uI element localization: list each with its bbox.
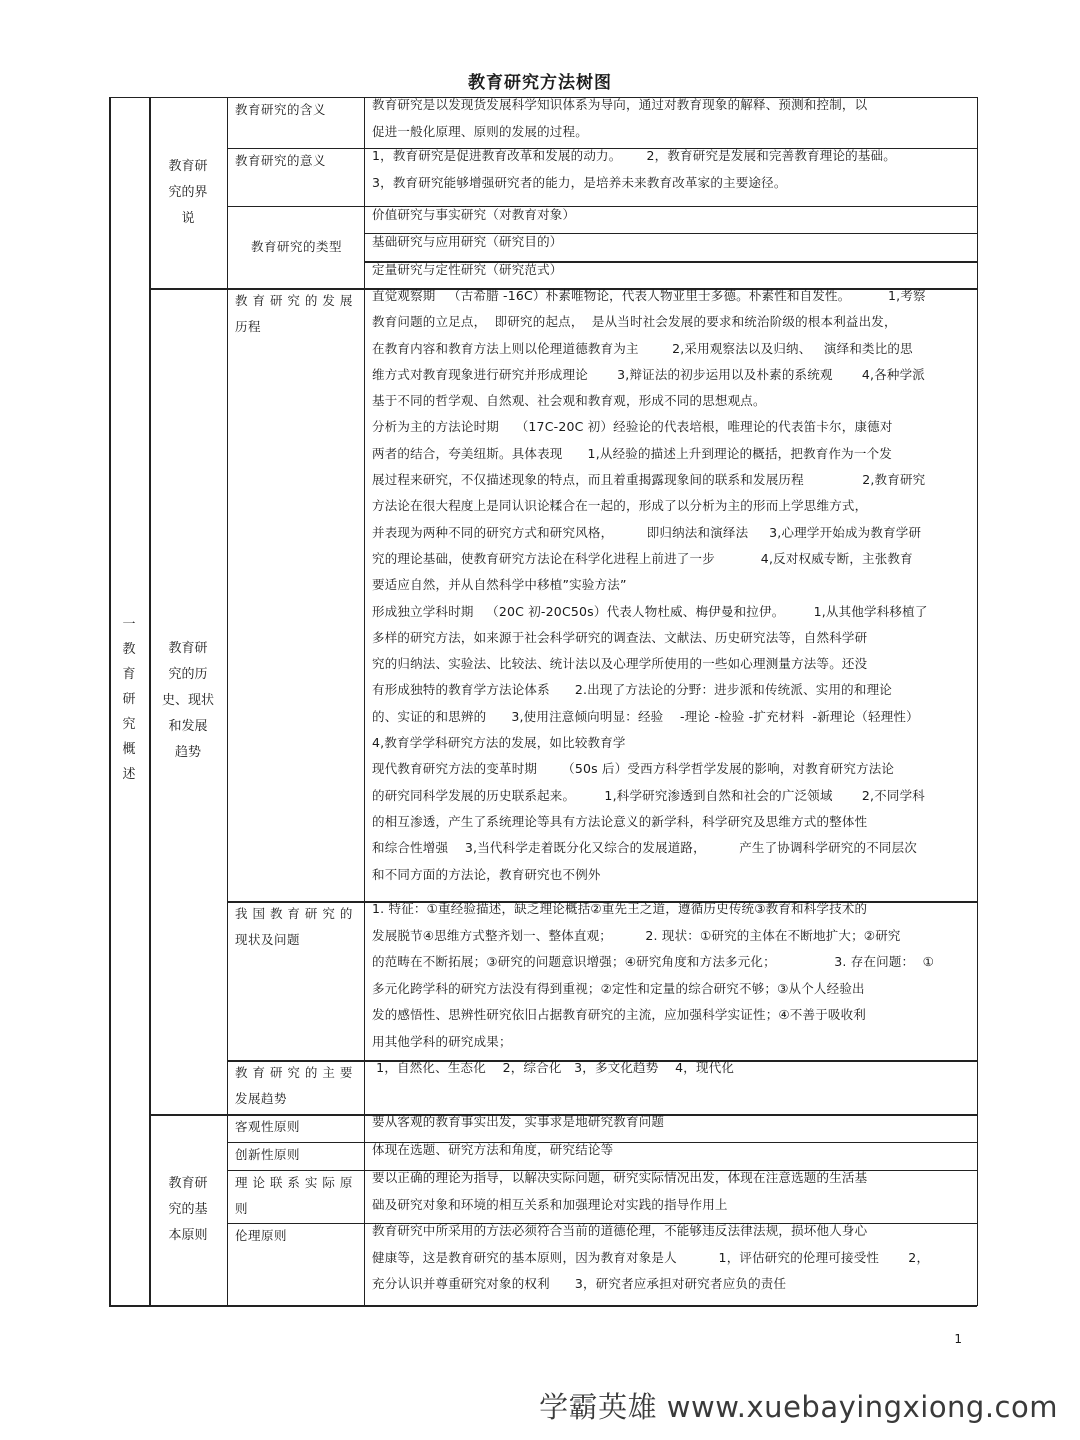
page-title: 教育研究方法树图 (468, 73, 612, 93)
row-content (372, 143, 896, 196)
type-item: 价值研究与事实研究（对教育对象） (372, 207, 576, 222)
content-line: 和不同方面的方法论，教育研究也不例外 (372, 866, 601, 882)
row-label: 创新性原则 (235, 1147, 301, 1162)
content-line: 并表现为两种不同的研究方式和研究风格， 即归纳法和演绎法 3,心理学开始成为教育学研 (372, 524, 922, 540)
row-content (372, 1137, 613, 1164)
type-item: 基础研究与应用研究（研究目的） (372, 234, 563, 249)
content-line: 有形成独特的教育学方法论体系 2.出现了方法论的分野：进步派和传统派、实用的和理论 (372, 682, 892, 698)
content-line: 的研究同科学发展的历史联系起来。 1,科学研究渗透到自然和社会的广泛领域 2,不同学科 (372, 787, 925, 803)
section-label: 一 教 育 研 究 概 述 (122, 617, 136, 782)
row-label: 教 育 研 究 的 发 展 历程 (235, 293, 353, 334)
row-divider (227, 206, 977, 207)
row-content (372, 896, 934, 1055)
col3-border (364, 97, 365, 1306)
content-line: 多元化跨学科的研究方法没有得到重视；②定性和定量的综合研究不够；③从个人经验出 (372, 980, 865, 996)
content-line: 充分认识并尊重研究对象的权利 3，研究者应承担对研究者应负的责任 (372, 1276, 787, 1291)
content-line: 教育问题的立足点， 即研究的起点， 是从当时社会发展的要求和统治阶级的根本利益出发， (372, 314, 897, 330)
row-content (372, 283, 928, 888)
group-label: 教育研 究的界 说 (168, 159, 208, 226)
content-line: 维方式对教育现象进行研究并形成理论 3,辩证法的初步运用以及朴素的系统观 4,各种学派 (372, 366, 925, 382)
row-label: 教 育 研 究 的 主 要 发展趋势 (235, 1065, 353, 1106)
content-line: 教育研究是以发现货发展科学知识体系为导向，通过对教育现象的解释、预测和控制，以 (372, 97, 868, 112)
row-content (372, 1218, 929, 1298)
content-line: 1. 特征：①重经验描述，缺乏理论概括②重先王之道，遵循历史传统③教育和科学技术的 (372, 901, 868, 916)
content-line: 础及研究对象和环境的相互关系和加强理论对实践的指导作用上 (372, 1196, 728, 1212)
row-content (372, 1055, 734, 1082)
content-line: 要从客观的教育事实出发，实事求是地研究教育问题 (372, 1114, 665, 1129)
col2-border (227, 97, 228, 1306)
row-label: 教育研究的类型 (250, 239, 342, 254)
content-line: 究的理论基础，使教育研究方法论在科学化进程上前进了一步 4,反对权威专断，主张教育 (372, 550, 913, 566)
row-label: 伦理原则 (235, 1228, 288, 1243)
content-line: 1，自然化、生态化 2，综合化 3，多文化趋势 4，现代化 (372, 1060, 735, 1075)
content-line: 促进一般化原理、原则的发展的过程。 (372, 123, 588, 139)
content-line: 展过程来研究，不仅描述现象的特点，而且着重揭露现象间的联系和发展历程 2,教育研究 (372, 472, 926, 488)
content-line: 基于不同的哲学观、自然观、社会观和教育观，形成不同的思想观点。 (372, 393, 766, 409)
content-line: 要适应自然，并从自然科学中移植”实验方法” (372, 577, 627, 593)
content-line: 4,教育学学科研究方法的发展，如比较教育学 (372, 735, 626, 751)
row-label: 我 国 教 育 研 究 的 现状及问题 (235, 906, 353, 947)
row-label: 教育研究的意义 (235, 153, 327, 168)
content-line: 形成独立学科时期 （20C 初-20C50s）代表人物杜威、梅伊曼和拉伊。 1,从其他学科移植了 (372, 603, 928, 619)
content-line: 究的归纳法、实验法、比较法、统计法以及心理学所使用的一些如心理测量方法等。还没 (372, 656, 868, 672)
content-line: 两者的结合，夸美纽斯。具体表现 1,从经验的描述上升到理论的概括，把教育作为一个发 (372, 445, 892, 461)
table-bottom-border (109, 1305, 977, 1307)
watermark: 学霸英雄 www.xuebayingxiong.com (539, 1390, 1058, 1424)
content-line: 教育研究中所采用的方法必须符合当前的道德伦理，不能够违反法律法规，损坏他人身心 (372, 1223, 868, 1238)
content-line: 的范畴在不断拓展；③研究的问题意识增强；④研究角度和方法多元化； 3. 存在问题： ① (372, 954, 934, 969)
content-line: 1，教育研究是促进教育改革和发展的动力。 2，教育研究是发展和完善教育理论的基础。 (372, 148, 896, 163)
row-label: 教育研究的含义 (235, 102, 327, 117)
group-label: 教育研 究的基 本原则 (168, 1176, 208, 1243)
row-content (372, 92, 867, 145)
content-line: 发的感悟性、思辨性研究依旧占据教育研究的主流，应加强科学实证性；④不善于吸收利 (372, 1007, 867, 1022)
content-line: 发展脱节④思维方式整齐划一、整体直观； 2. 现状：①研究的主体在不断地扩大；②研究 (372, 927, 901, 943)
content-line: 多样的研究方法，如来源于社会科学研究的调查法、文献法、历史研究法等，自然科学研 (372, 629, 868, 645)
content-line: 的相互渗透，产生了系统理论等具有方法论意义的新学科，科学研究及思维方式的整体性 (372, 813, 868, 829)
page-number: 1 (954, 1332, 962, 1346)
group-label: 教育研 究的历 史、现状 和发展 趋势 (161, 641, 214, 760)
content-line: 用其他学科的研究成果； (372, 1033, 512, 1049)
type-item: 定量研究与定性研究（研究范式） (372, 262, 563, 277)
content-line: 和综合性增强 3,当代科学走着既分化又综合的发展道路， 产生了协调科学研究的不同层次 (372, 840, 918, 856)
content-line: 直觉观察期 （古希腊 -16C）朴素唯物论，代表人物亚里士多德。朴素性和自发性。 1,考察 (372, 288, 926, 303)
content-line: 健康等，这是教育研究的基本原则，因为教育对象是人 1，评估研究的伦理可接受性 2， (372, 1249, 930, 1265)
row-label: 理 论 联 系 实 际 原 则 (235, 1175, 353, 1216)
content-line: 分析为主的方法论时期 （17C-20C 初）经验论的代表培根，唯理论的代表笛卡尔，康德对 (372, 419, 893, 435)
content-line: 3，教育研究能够增强研究者的能力，是培养未来教育改革家的主要途径。 (372, 174, 787, 190)
content-line: 要以正确的理论为指导，以解决实际问题，研究实际情况出发，体现在注意选题的生活基 (372, 1170, 868, 1185)
content-line: 方法论在很大程度上是同认识论糅合在一起的，形成了以分析为主的形而上学思维方式， (372, 498, 868, 514)
row-content (372, 1165, 867, 1218)
table-right-border (977, 97, 978, 1306)
row-content (372, 1109, 664, 1136)
content-line: 的、实证的和思辨的 3,使用注意倾向明显：经验 -理论 -检验 -扩充材料 -新理论（轻理性） (372, 708, 919, 724)
row-label: 客观性原则 (235, 1119, 301, 1134)
content-line: 体现在选题、研究方法和角度，研究结论等 (372, 1142, 614, 1157)
content-line: 现代教育研究方法的变革时期 （50s 后）受西方科学哲学发展的影响，对教育研究方法论 (372, 761, 895, 777)
content-line: 在教育内容和教育方法上则以伦理道德教育为主 2,采用观察法以及归纳、 演绎和类比的思 (372, 340, 913, 356)
